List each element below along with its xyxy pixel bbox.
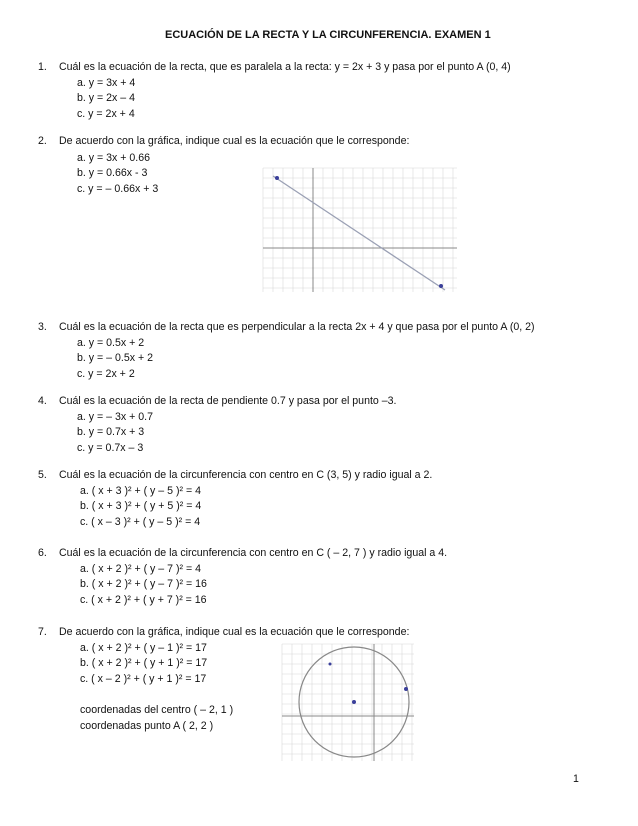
question-3-option-a: a. y = 0.5x + 2 [77,337,145,349]
question-1-number: 1. [38,61,47,73]
line-point-right [439,284,443,288]
question-3-number: 3. [38,321,47,333]
question-6-option-b: b. ( x + 2 )² + ( y – 7 )² = 16 [80,578,207,590]
question-4-text: Cuál es la ecuación de la recta de pendiente 0.7 y pasa por el punto –3. [59,395,397,407]
question-3-option-c: c. y = 2x + 2 [77,368,135,380]
question-1-option-b: b. y = 2x – 4 [77,92,136,104]
question-7-option-b: b. ( x + 2 )² + ( y + 1 )² = 17 [80,657,208,669]
question-7-circle-graph [278,640,418,765]
question-5-option-a: a. ( x + 3 )² + ( y – 5 )² = 4 [80,485,201,497]
question-2-option-a: a. y = 3x + 0.66 [77,152,151,164]
question-2-text: De acuerdo con la gráfica, indique cual es la ecuación que le corresponde: [59,135,410,147]
question-4-option-b: b. y = 0.7x + 3 [77,426,145,438]
question-7-text: De acuerdo con la gráfica, indique cual es la ecuación que le corresponde: [59,626,410,638]
question-1-option-a: a. y = 3x + 4 [77,77,136,89]
question-2-option-c: c. y = – 0.66x + 3 [77,183,159,195]
question-5-option-b: b. ( x + 3 )² + ( y + 5 )² = 4 [80,500,202,512]
question-6-option-c: c. ( x + 2 )² + ( y + 7 )² = 16 [80,594,207,606]
question-1-option-c: c. y = 2x + 4 [77,108,135,120]
question-6-option-a: a. ( x + 2 )² + ( y – 7 )² = 4 [80,563,201,575]
line-point-left [275,176,279,180]
plotted-line [273,176,445,290]
question-2-option-b: b. y = 0.66x - 3 [77,167,148,179]
question-3-option-b: b. y = – 0.5x + 2 [77,352,153,364]
question-1-text: Cuál es la ecuación de la recta, que es paralela a la recta: y = 2x + 3 y pasa por el punto A (0, 4) [59,61,511,73]
question-6-text: Cuál es la ecuación de la circunferencia con centro en C ( – 2, 7 ) y radio igual a 4. [59,547,448,559]
question-7-option-a: a. ( x + 2 )² + ( y – 1 )² = 17 [80,642,207,654]
question-4-option-c: c. y = 0.7x – 3 [77,442,144,454]
circle-center-point [352,700,356,704]
page-title: ECUACIÓN DE LA RECTA Y LA CIRCUNFERENCIA. EXAMEN 1 [165,29,491,41]
circle-point-a [404,687,408,691]
page-number: 1 [573,773,579,785]
circle-point-top [329,663,332,666]
question-2-line-graph [255,160,465,300]
circle-graph-svg [278,640,418,765]
question-7-number: 7. [38,626,47,638]
question-2-number: 2. [38,135,47,147]
question-6-number: 6. [38,547,47,559]
question-5-number: 5. [38,469,47,481]
question-7-point-note: coordenadas punto A ( 2, 2 ) [80,720,214,732]
question-4-number: 4. [38,395,47,407]
question-3-text: Cuál es la ecuación de la recta que es perpendicular a la recta 2x + 4 y que pasa por el punto A (0, 2) [59,321,535,333]
question-7-option-c: c. ( x – 2 )² + ( y + 1 )² = 17 [80,673,207,685]
question-5-text: Cuál es la ecuación de la circunferencia con centro en C (3, 5) y radio igual a 2. [59,469,433,481]
line-graph-svg [255,160,465,300]
question-5-option-c: c. ( x – 3 )² + ( y – 5 )² = 4 [80,516,201,528]
question-4-option-a: a. y = – 3x + 0.7 [77,411,153,423]
question-7-center-note: coordenadas del centro ( – 2, 1 ) [80,704,234,716]
